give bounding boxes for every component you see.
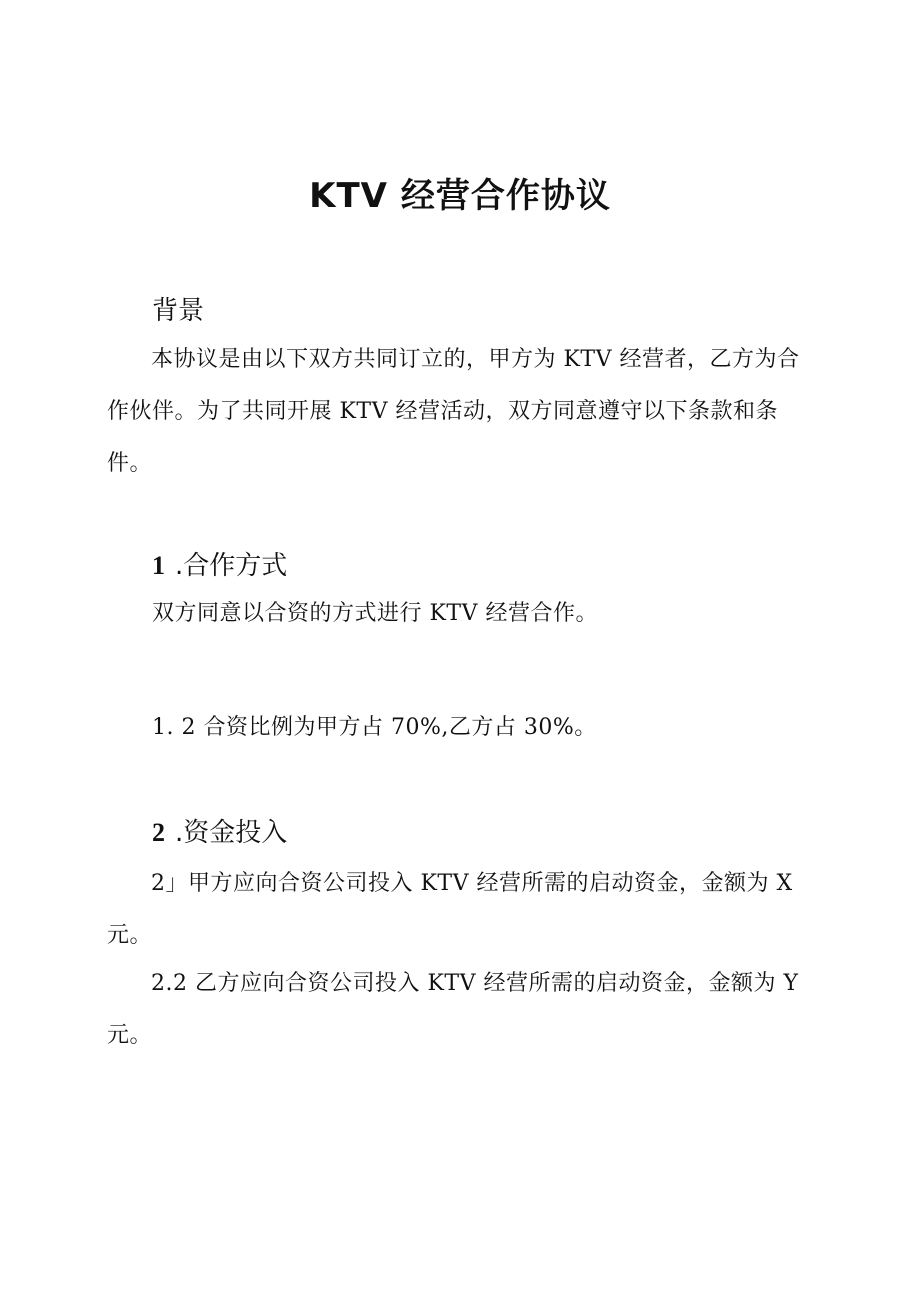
clause-2-1: 2」甲方应向合资公司投入 KTV 经营所需的启动资金，金额为 X 元。 [107,871,793,948]
clause-1-2: 1. 2 合资比例为甲方占 70%,乙方占 30%。 [152,715,597,740]
clause-2-2: 2.2 乙方应向合资公司投入 KTV 经营所需的启动资金，金额为 Y 元。 [107,971,799,1048]
section-heading-funding [152,812,287,849]
section-number: 1 [152,551,165,580]
cooperation-paragraph: 双方同意以合资的方式进行 KTV 经营合作。 [152,601,598,626]
section-heading-text: .资金投入 [175,818,288,848]
section-heading-text: .合作方式 [175,551,288,581]
background-paragraph: 本协议是由以下双方共同订立的，甲方为 KTV 经营者，乙方为合作伙伴。为了共同开展 KTV 经营活动，双方同意遵守以下条款和条件。 [107,347,800,476]
section-heading-background: 背景 [152,296,205,326]
section-heading-cooperation [152,545,287,582]
section-number: 2 [152,818,165,847]
document-title: KTV 经营合作协议 [309,176,611,216]
